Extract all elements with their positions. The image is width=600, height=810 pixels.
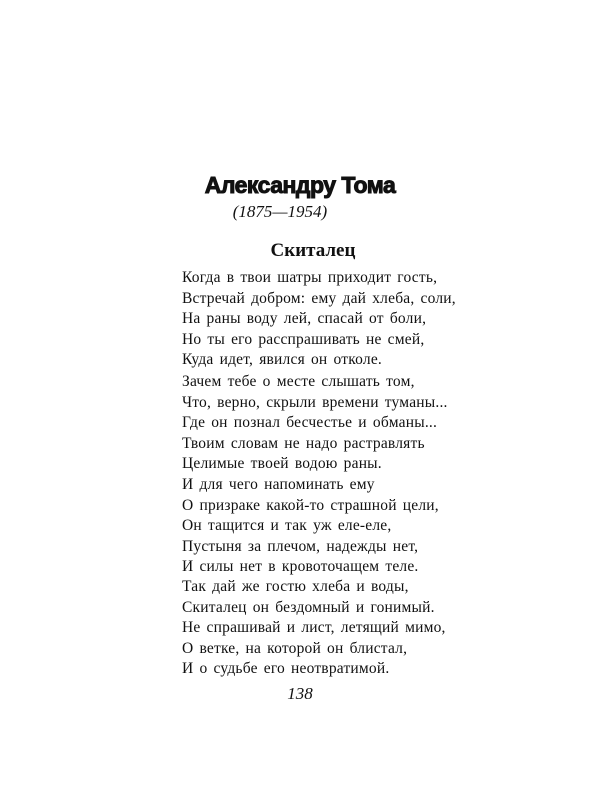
poem-line: Твоим словам не надо растравлять [182,434,425,452]
poem-line: На раны воду лей, спасай от боли, [182,310,427,327]
poem-title: Скиталец [270,240,356,261]
poem-line: Когда в твои шатры приходит гость, [182,269,438,286]
poem-line: Пустыня за плечом, надежды нет, [182,537,419,555]
poem-line: Не спрашивай и лист, летящий мимо, [182,619,446,636]
poem-line: Скиталец он бездомный и гонимый. [182,598,435,616]
stanza-4 [182,577,446,680]
author-heading: Александру Тома [204,172,396,198]
poem-line: Но ты его расспрашивать не смей, [182,330,425,348]
poem-line: Что, верно, скрыли времени туманы... [182,393,448,411]
poem-line: Целимые твоей водою раны. [182,455,382,472]
author-dates: (1875—1954) [232,202,328,221]
poem-line: Встречай добром: ему дай хлеба, соли, [182,289,456,307]
poem-line: Он тащится и так уж еле-еле, [182,517,392,534]
poem-line: И о судьбе его неотвратимой. [182,660,390,677]
poem-line: О ветке, на которой он блистал, [182,639,408,657]
poem-line: Где он познал бесчестье и обманы... [182,414,438,431]
poem-line: О призраке какой-то страшной цели, [182,496,439,514]
page-number: 138 [287,684,313,703]
poem-line: И силы нет в кровоточащем теле. [182,558,419,575]
poem-line: Куда идет, явился он отколе. [182,351,382,368]
poem-line: Зачем тебе о месте слышать том, [182,373,415,390]
poem-line: И для чего напоминать ему [182,476,375,493]
poem-line: Так дай же гостю хлеба и воды, [182,578,409,595]
stanza-1 [182,268,456,371]
stanza-3 [182,475,439,578]
stanza-2 [182,372,448,475]
